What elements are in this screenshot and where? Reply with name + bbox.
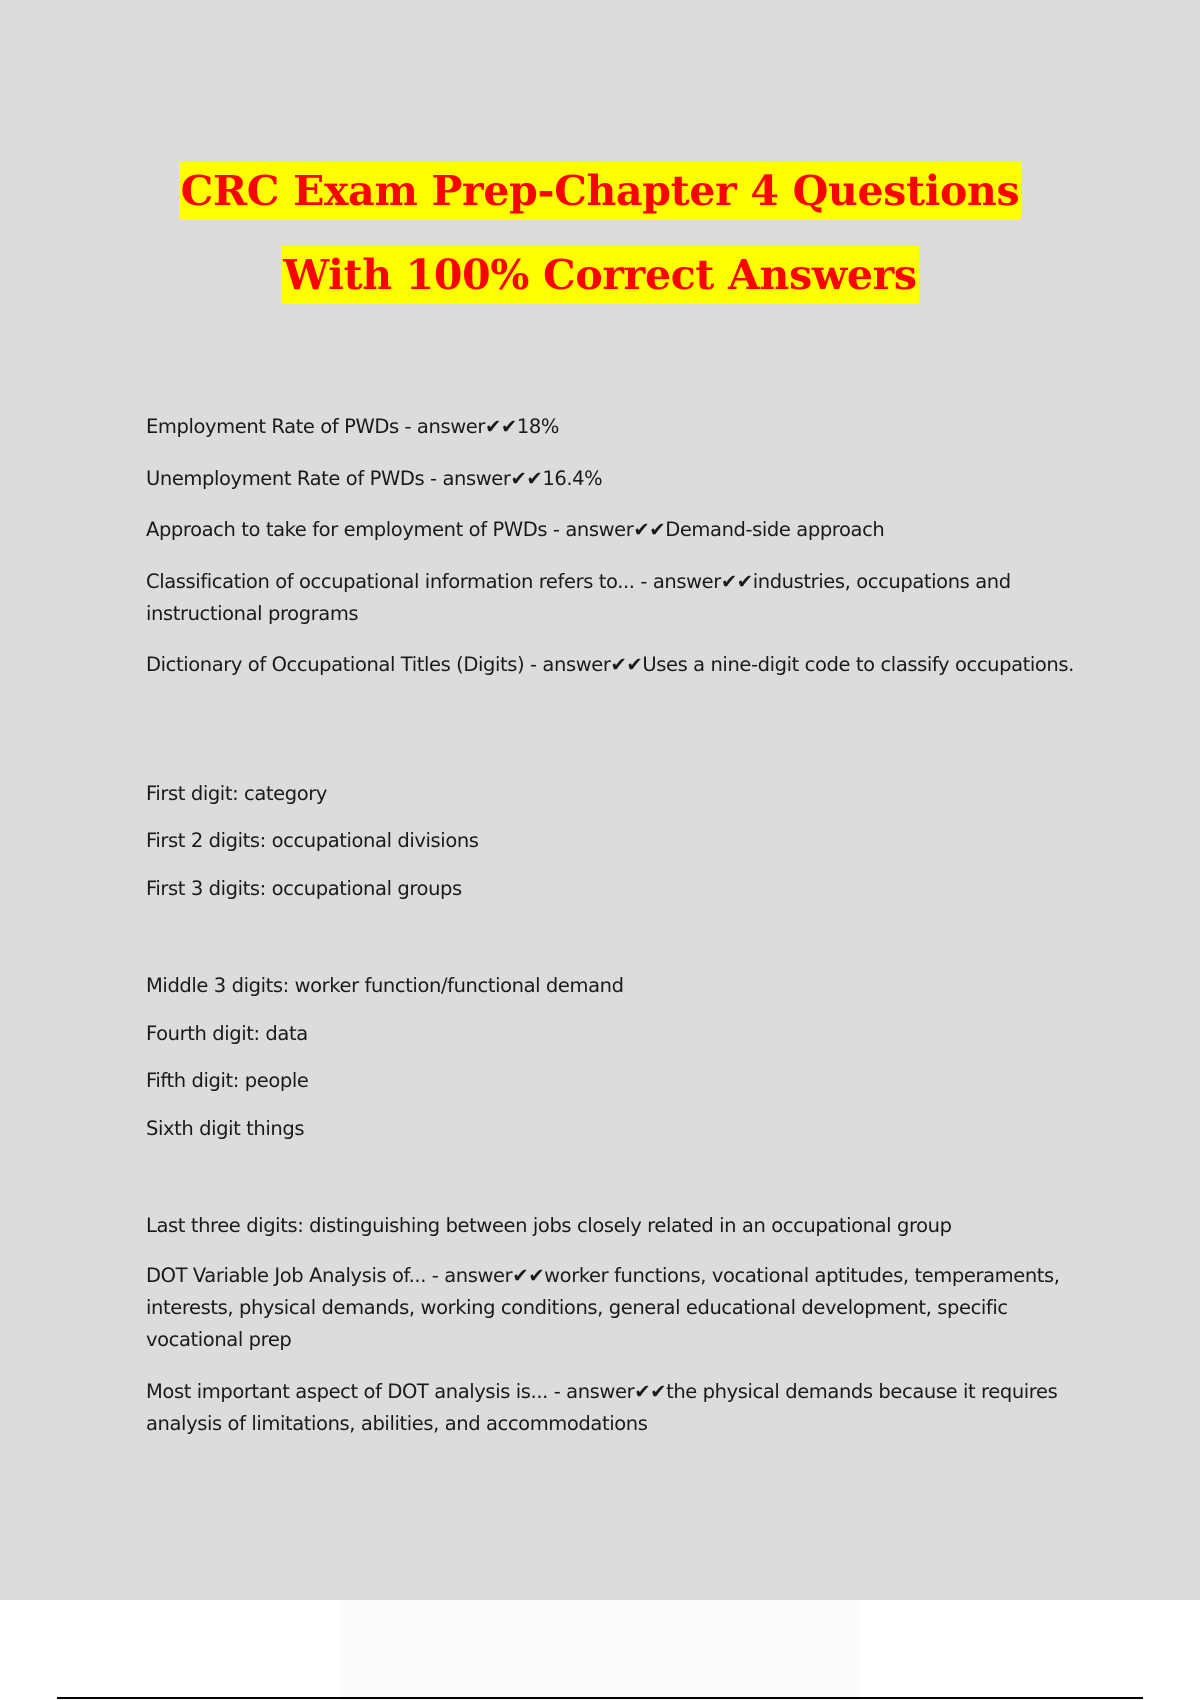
- title-line-2: With 100% Correct Answers: [281, 246, 918, 304]
- page-gap-shade: [340, 1600, 860, 1700]
- qa-item-dot-variable-job-analysis: DOT Variable Job Analysis of... - answer✔✔worker functions, vocational aptitudes, temperaments, interests, physical demands, working conditions, general educational development, specific vocational prep: [146, 1264, 1060, 1351]
- list-item-fourth-digit: Fourth digit: data: [146, 1022, 308, 1045]
- qa-item-dot-digits: Dictionary of Occupational Titles (Digits) - answer✔✔Uses a nine-digit code to classify occupations.: [146, 653, 1074, 676]
- list-item-first-digit: First digit: category: [146, 782, 328, 805]
- list-item-last-three-digits: Last three digits: distinguishing between jobs closely related in an occupational group: [146, 1214, 952, 1237]
- list-item-sixth-digit: Sixth digit things: [146, 1117, 305, 1140]
- list-item-first-2-digits: First 2 digits: occupational divisions: [146, 829, 479, 852]
- qa-item-dot-most-important-aspect: Most important aspect of DOT analysis is... - answer✔✔the physical demands because it requires analysis of limitations, abilities, and accommodations: [146, 1380, 1058, 1435]
- title-line-1: CRC Exam Prep-Chapter 4 Questions: [179, 162, 1022, 220]
- list-item-fifth-digit: Fifth digit: people: [146, 1069, 309, 1092]
- next-page-divider: [57, 1697, 1143, 1699]
- list-item-middle-3-digits: Middle 3 digits: worker function/functional demand: [146, 974, 624, 997]
- list-item-first-3-digits: First 3 digits: occupational groups: [146, 877, 462, 900]
- qa-item-employment-rate: Employment Rate of PWDs - answer✔✔18%: [146, 415, 559, 438]
- document-title: [0, 162, 1200, 330]
- qa-item-classification: Classification of occupational information refers to... - answer✔✔industries, occupations and instructional programs: [146, 570, 1011, 625]
- qa-item-employment-approach: Approach to take for employment of PWDs - answer✔✔Demand-side approach: [146, 518, 885, 541]
- page-gap: [0, 1600, 1200, 1700]
- qa-item-unemployment-rate: Unemployment Rate of PWDs - answer✔✔16.4%: [146, 467, 603, 490]
